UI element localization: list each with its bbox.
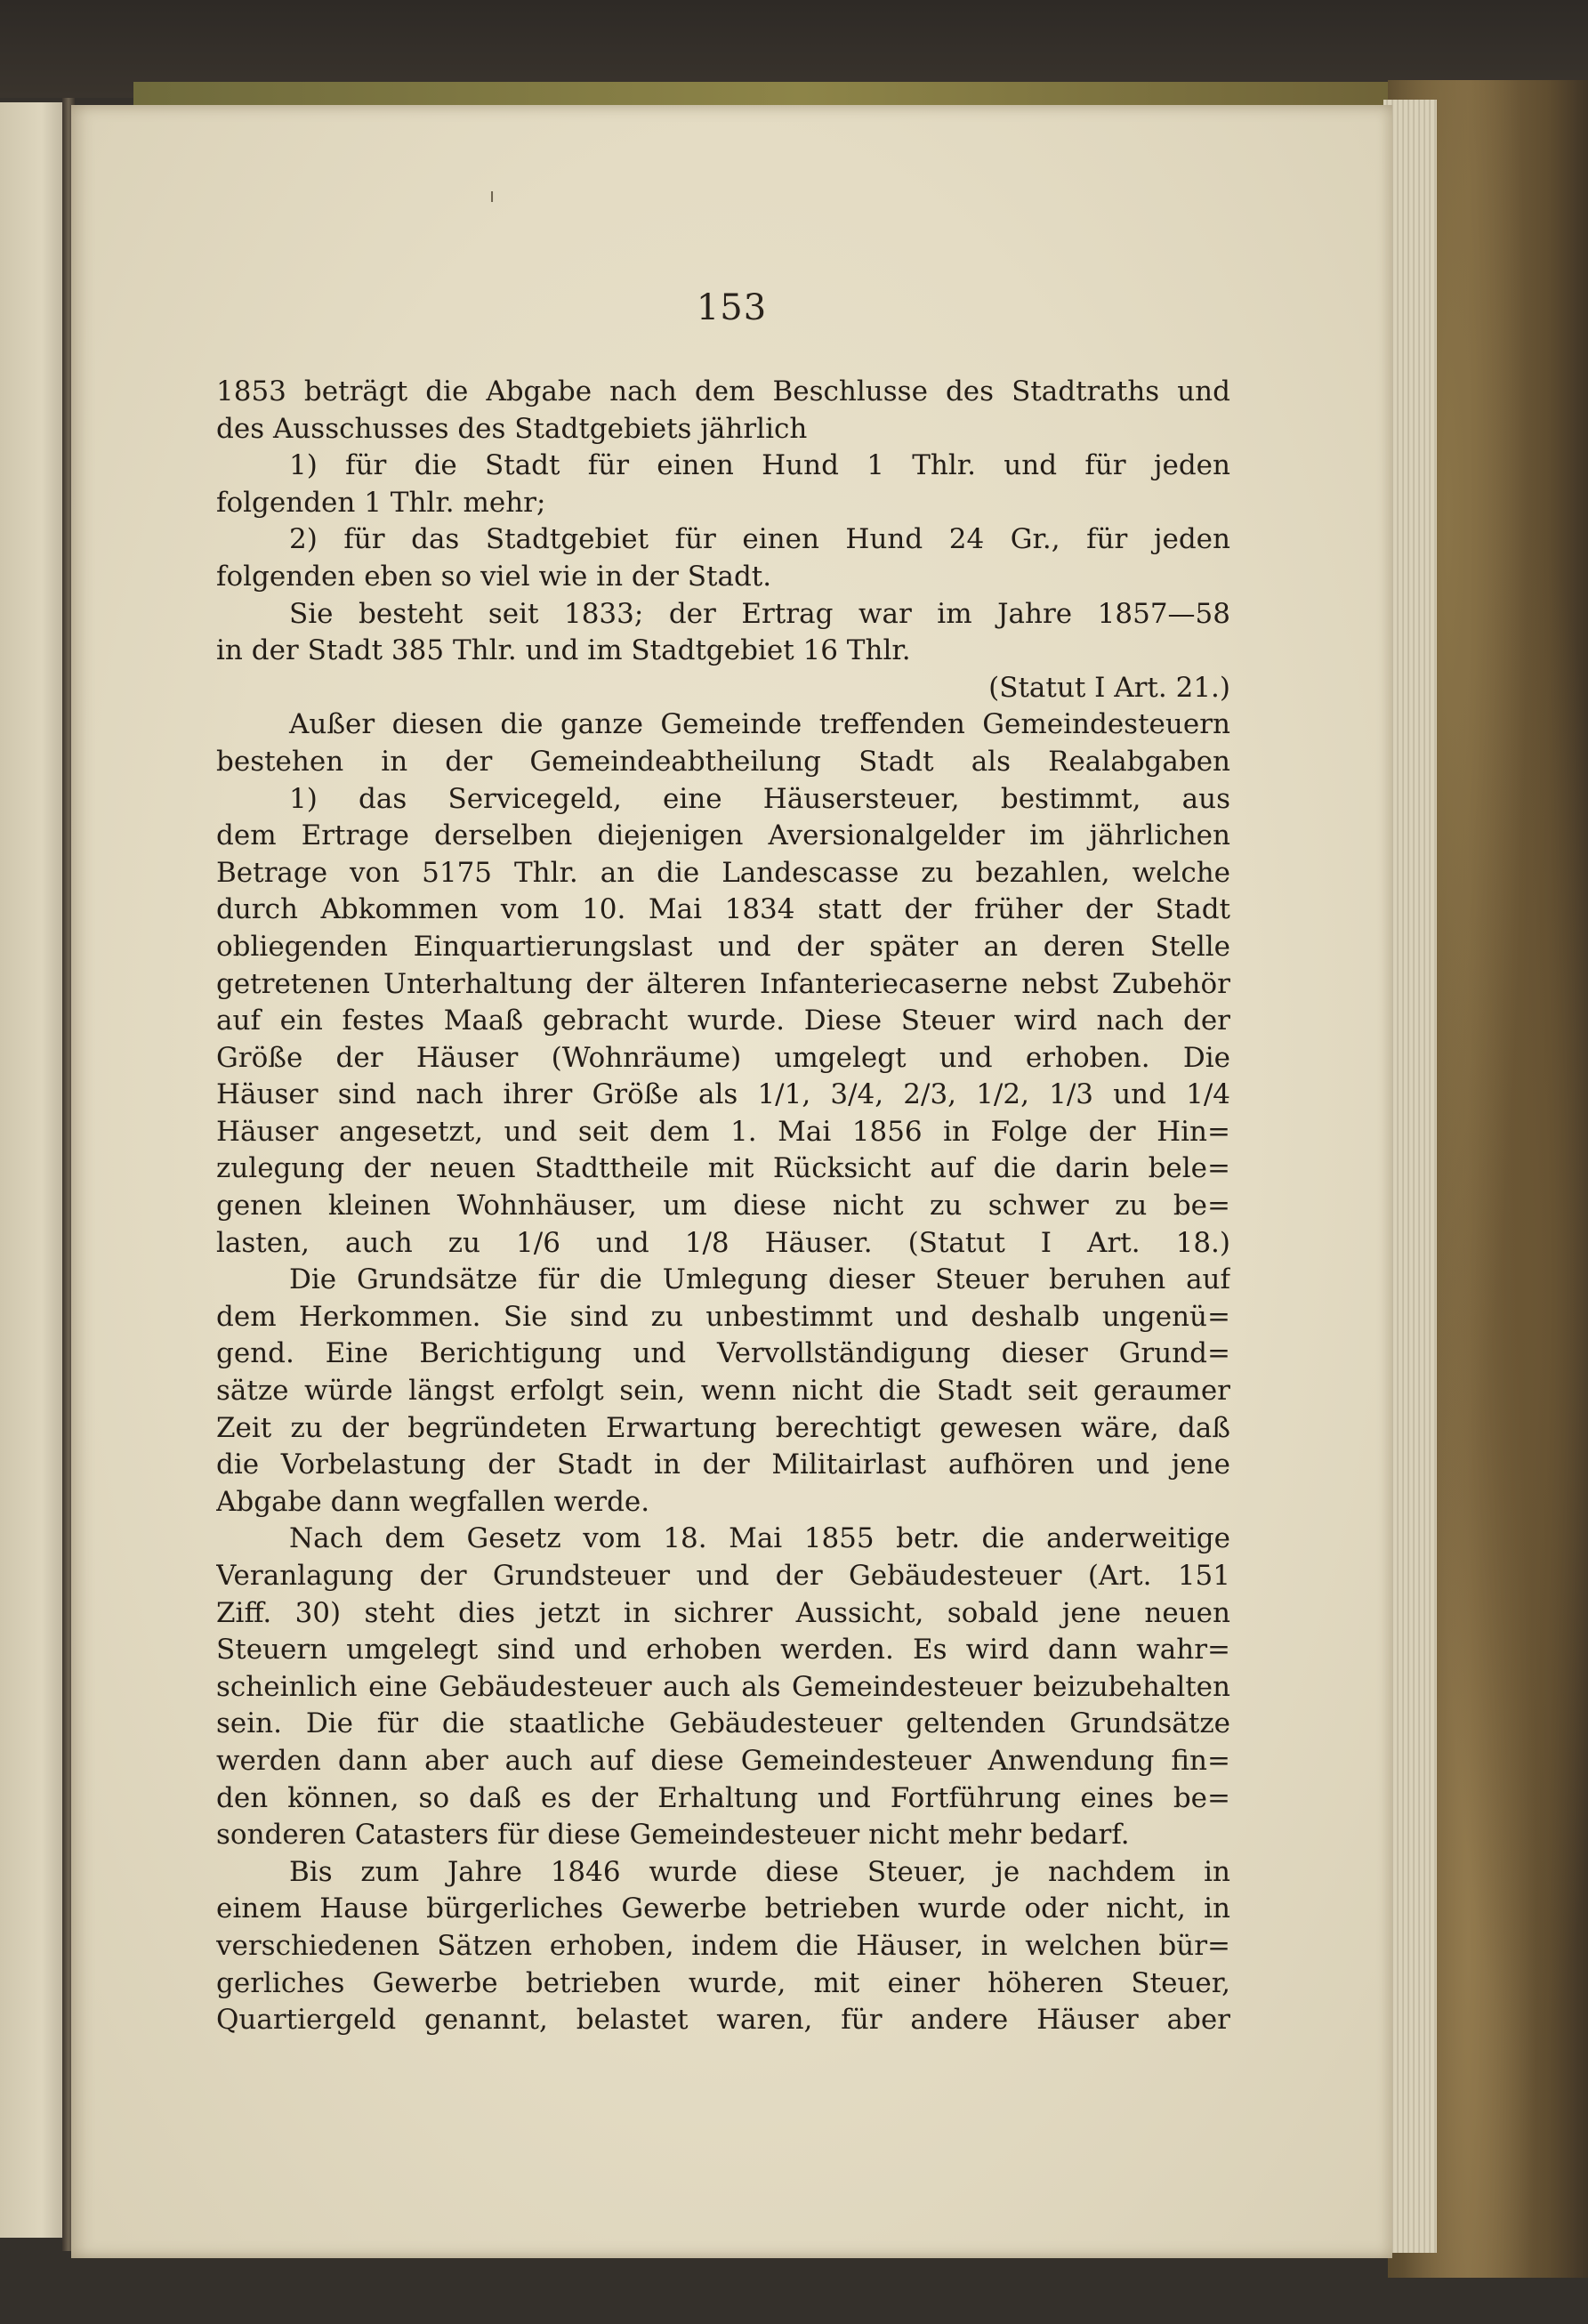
text-line: 2) für das Stadtgebiet für einen Hund 24 Gr., für jeden <box>289 523 1230 556</box>
text-line: Betrage von 5175 Thlr. an die Landescasse zu bezahlen, welche <box>216 856 1230 889</box>
text-line: Ziff. 30) steht dies jetzt in sichrer Aussicht, sobald jene neuen <box>216 1596 1230 1629</box>
text-line: 1) für die Stadt für einen Hund 1 Thlr. und für jeden <box>289 449 1230 482</box>
text-line: 1853 beträgt die Abgabe nach dem Beschlusse des Stadtraths und <box>216 375 1230 408</box>
text-line: lasten, auch zu 1/6 und 1/8 Häuser. (Statut I Art. 18.) <box>216 1226 1230 1259</box>
text-line: verschiedenen Sätzen erhoben, indem die Häuser, in welchen bür= <box>216 1929 1230 1962</box>
text-line: Nach dem Gesetz vom 18. Mai 1855 betr. die anderweitige <box>289 1522 1230 1555</box>
text-line: folgenden 1 Thlr. mehr; <box>216 486 546 519</box>
text-body <box>216 374 1230 2039</box>
pencil-mark: ı <box>489 185 496 207</box>
text-line: bestehen in der Gemeindeabtheilung Stadt als Realabgaben <box>216 745 1230 778</box>
text-line: folgenden eben so viel wie in der Stadt. <box>216 560 772 593</box>
text-line: Außer diesen die ganze Gemeinde treffenden Gemeindesteuern <box>289 708 1230 741</box>
text-line: Häuser sind nach ihrer Größe als 1/1, 3/4, 2/3, 1/2, 1/3 und 1/4 <box>216 1078 1230 1111</box>
text-line: Sie besteht seit 1833; der Ertrag war im Jahre 1857—58 <box>289 597 1230 630</box>
text-line: gerliches Gewerbe betrieben wurde, mit einer höheren Steuer, <box>216 1966 1230 1999</box>
text-line: genen kleinen Wohnhäuser, um diese nicht zu schwer zu be= <box>216 1190 1230 1223</box>
text-line: Bis zum Jahre 1846 wurde diese Steuer, je nachdem in <box>289 1855 1230 1888</box>
text-line: Steuern umgelegt sind und erhoben werden. Es wird dann wahr= <box>216 1634 1230 1666</box>
text-line: durch Abkommen vom 10. Mai 1834 statt der früher der Stadt <box>216 893 1230 926</box>
text-line: getretenen Unterhaltung der älteren Infanteriecaserne nebst Zubehör <box>216 967 1230 1000</box>
text-line: sätze würde längst erfolgt sein, wenn nicht die Stadt seit geraumer <box>216 1375 1230 1408</box>
text-line: sein. Die für die staatliche Gebäudesteuer geltenden Grundsätze <box>216 1707 1230 1740</box>
text-line: gend. Eine Berichtigung und Vervollständigung dieser Grund= <box>216 1337 1230 1370</box>
text-line: einem Hause bürgerliches Gewerbe betrieben wurde oder nicht, in <box>216 1892 1230 1925</box>
text-line: scheinlich eine Gebäudesteuer auch als Gemeindesteuer beizubehalten <box>216 1670 1230 1703</box>
text-line: in der Stadt 385 Thlr. und im Stadtgebiet 16 Thlr. <box>216 634 911 667</box>
text-line: Quartiergeld genannt, belastet waren, für andere Häuser aber <box>216 2004 1230 2037</box>
text-line: Veranlagung der Grundsteuer und der Gebäudesteuer (Art. 151 <box>216 1560 1230 1592</box>
book-page <box>71 105 1392 2258</box>
text-line: zulegung der neuen Stadttheile mit Rücksicht auf die darin bele= <box>216 1152 1230 1185</box>
text-line: dem Herkommen. Sie sind zu unbestimmt und deshalb ungenü= <box>216 1300 1230 1333</box>
text-line: Die Grundsätze für die Umlegung dieser Steuer beruhen auf <box>289 1263 1230 1296</box>
text-line: Größe der Häuser (Wohnräume) umgelegt und erhoben. Die <box>216 1041 1230 1074</box>
previous-page-edge <box>0 102 69 2238</box>
page-number: 153 <box>696 287 768 328</box>
citation: (Statut I Art. 21.) <box>988 671 1230 704</box>
text-line: sonderen Catasters für diese Gemeindesteuer nicht mehr bedarf. <box>216 1819 1130 1852</box>
text-line: 1) das Servicegeld, eine Häusersteuer, bestimmt, aus <box>289 782 1230 815</box>
text-line: auf ein festes Maaß gebracht wurde. Diese Steuer wird nach der <box>216 1005 1230 1037</box>
text-line: Zeit zu der begründeten Erwartung berechtigt gewesen wäre, daß <box>216 1411 1230 1444</box>
text-line: die Vorbelastung der Stadt in der Militairlast aufhören und jene <box>216 1448 1230 1481</box>
text-line: des Ausschusses des Stadtgebiets jährlich <box>216 412 808 445</box>
text-line: den können, so daß es der Erhaltung und Fortführung eines be= <box>216 1781 1230 1814</box>
text-line: dem Ertrage derselben diejenigen Aversionalgelder im jährlichen <box>216 819 1230 852</box>
text-line: Häuser angesetzt, und seit dem 1. Mai 1856 in Folge der Hin= <box>216 1115 1230 1148</box>
text-line: Abgabe dann wegfallen werde. <box>216 1485 650 1518</box>
text-line: obliegenden Einquartierungslast und der später an deren Stelle <box>216 930 1230 963</box>
text-line: werden dann aber auch auf diese Gemeindesteuer Anwendung fin= <box>216 1744 1230 1777</box>
